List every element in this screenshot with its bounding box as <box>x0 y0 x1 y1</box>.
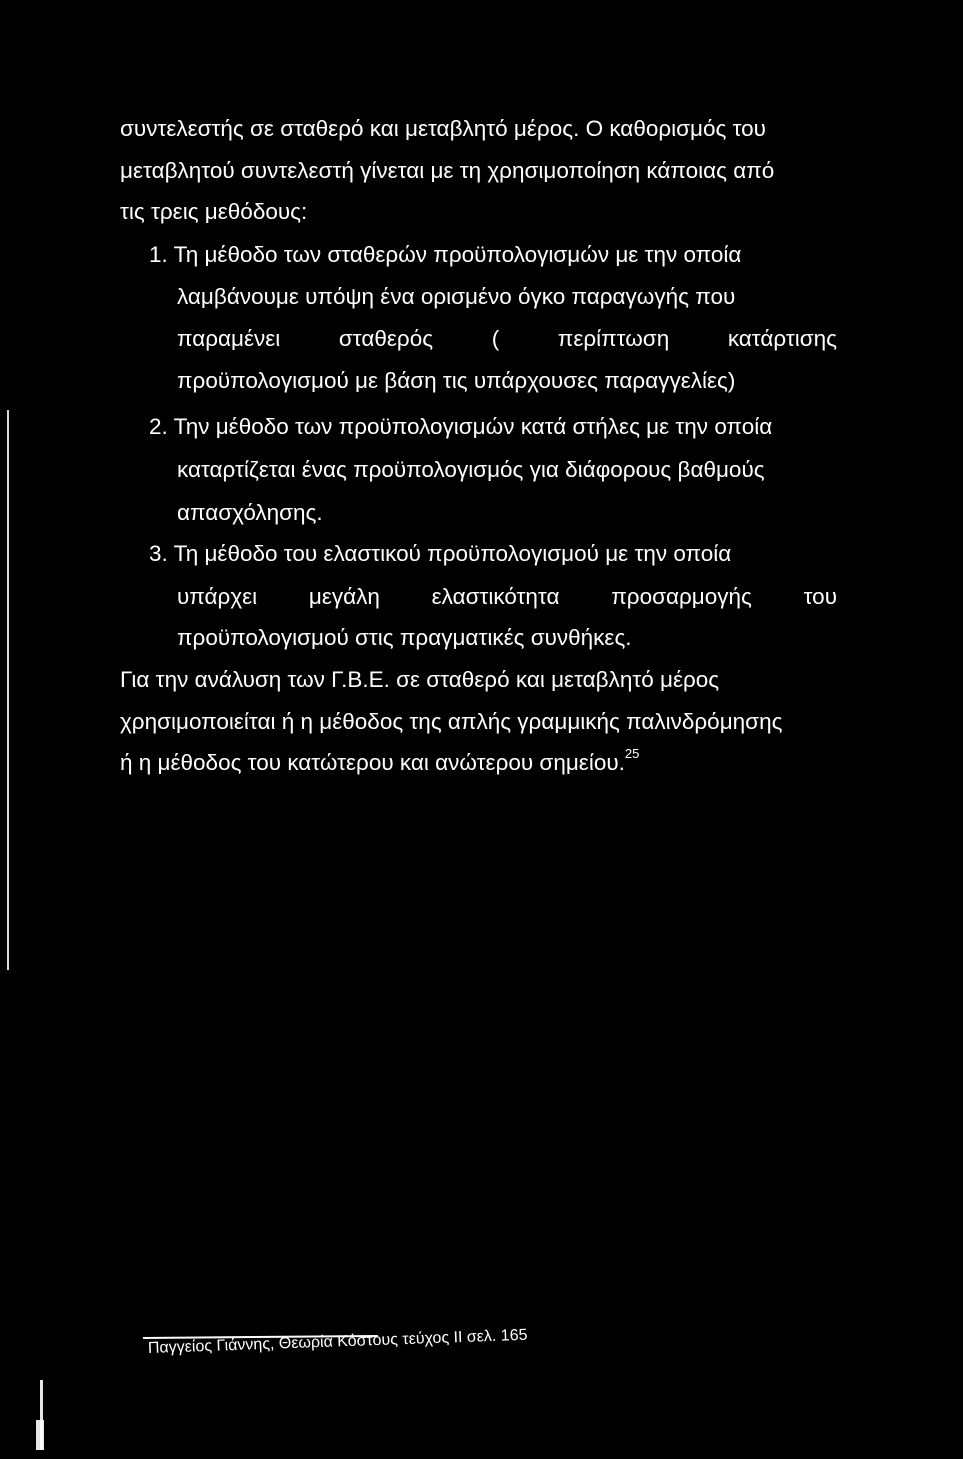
word: κατάρτισης <box>727 326 837 351</box>
list-item-3-line-3: προϋπολογισμού στις πραγματικές συνθήκες. <box>177 625 632 650</box>
paragraph-2-line-3 <box>120 746 640 775</box>
word: προσαρμογής <box>611 584 752 609</box>
list-item-2-line-1: 2. Την μέθοδο των προϋπολογισμών κατά στήλες με την οποία <box>149 414 773 439</box>
word: μεγάλη <box>308 584 380 609</box>
body-line-3: τις τρεις μεθόδους: <box>120 199 308 224</box>
footnote-text: Παγγείος Γιάννης, Θεωρία Κόστους τεύχος ΙΙ σελ. 165 <box>147 1326 528 1357</box>
scan-edge-mark <box>36 1420 44 1450</box>
scan-edge-line <box>7 410 9 970</box>
word: παραμένει <box>177 326 281 351</box>
word: υπάρχει <box>177 584 258 609</box>
list-item-1-line-2: λαμβάνουμε υπόψη ένα ορισμένο όγκο παραγωγής που <box>177 284 736 309</box>
list-item-3-line-2 <box>177 586 837 609</box>
list-item-1-line-4: προϋπολογισμού με βάση τις υπάρχουσες παραγγελίες) <box>177 368 736 393</box>
footnote-reference[interactable]: 25 <box>624 746 640 761</box>
list-item-3-line-1: 3. Τη μέθοδο του ελαστικού προϋπολογισμού με την οποία <box>149 541 732 566</box>
list-item-2-line-3: απασχόλησης. <box>177 500 323 525</box>
body-line-2: μεταβλητού συντελεστή γίνεται με τη χρησιμοποίηση κάποιας από <box>120 158 775 183</box>
word: του <box>803 584 837 609</box>
list-item-1-line-1: 1. Τη μέθοδο των σταθερών προϋπολογισμών με την οποία <box>149 242 742 267</box>
list-item-1-line-3 <box>177 328 837 351</box>
word: ελαστικότητα <box>431 584 560 609</box>
list-item-2-line-2: καταρτίζεται ένας προϋπολογισμός για διάφορους βαθμούς <box>177 457 765 482</box>
word: περίπτωση <box>557 326 670 351</box>
paragraph-2-line-2: χρησιμοποιείται ή η μέθοδος της απλής γραμμικής παλινδρόμησης <box>120 709 783 734</box>
word: ( <box>491 326 500 351</box>
body-line-1: συντελεστής σε σταθερό και μεταβλητό μέρος. Ο καθορισμός του <box>120 116 766 141</box>
word: σταθερός <box>338 326 434 351</box>
paragraph-2-line-1: Για την ανάλυση των Γ.Β.Ε. σε σταθερό και μεταβλητό μέρος <box>120 667 720 692</box>
paragraph-2-line-3-text: ή η μέθοδος του κατώτερου και ανώτερου σημείου. <box>120 750 625 775</box>
